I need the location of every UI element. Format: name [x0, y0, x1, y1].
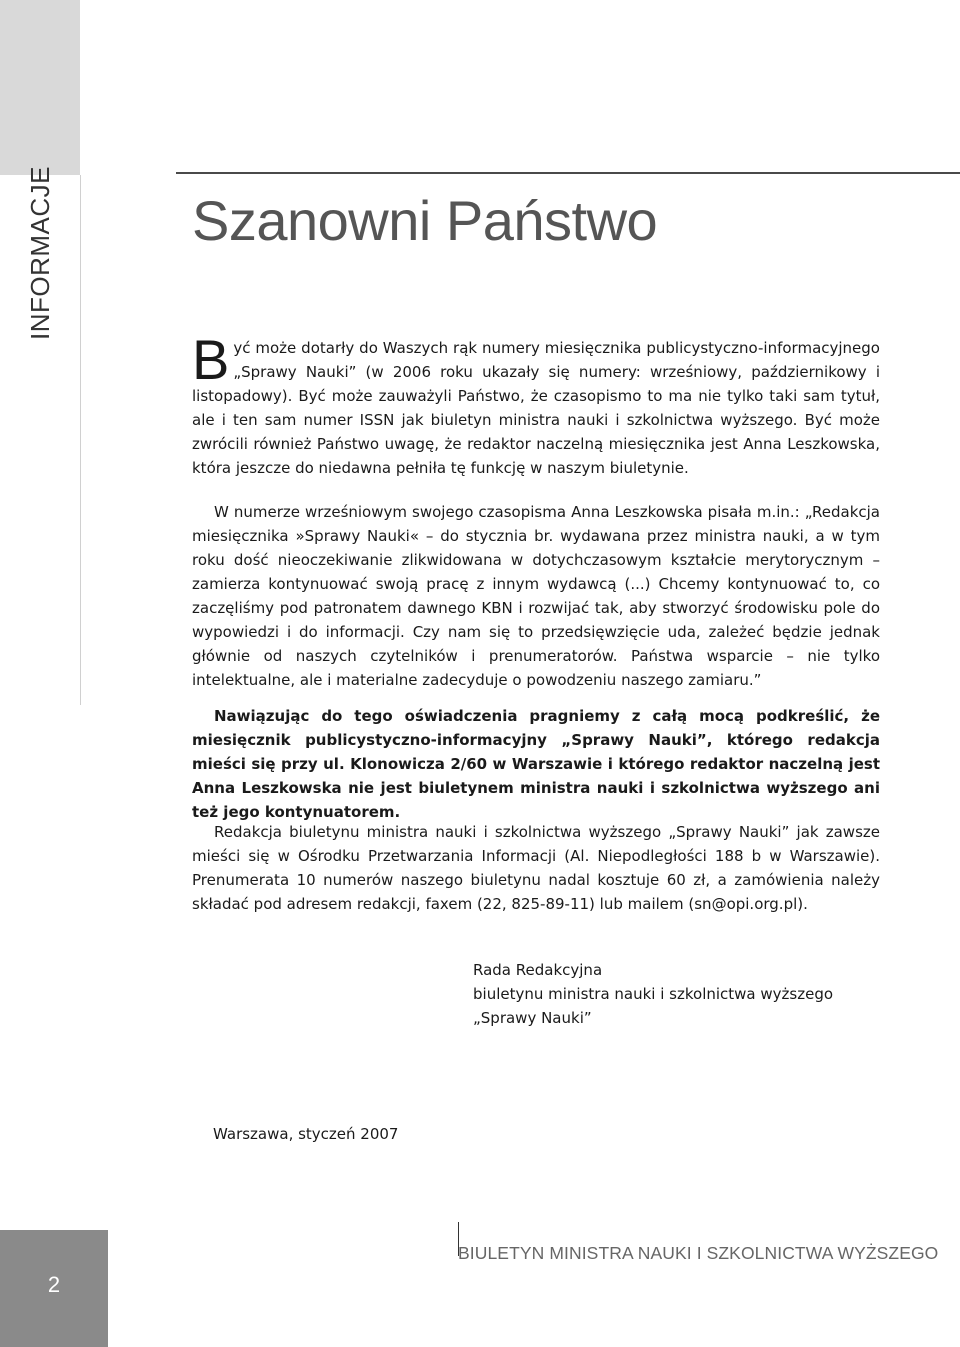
paragraph-intro	[192, 328, 880, 480]
signature-block	[473, 958, 833, 1030]
header-rule	[176, 172, 960, 174]
paragraph-contact: Redakcja biuletynu ministra nauki i szkolnictwa wyższego „Sprawy Nauki” jak zawsze mieści się w Ośrodku Przetwarzania Informacji (Al. Niepodległości 188 b w Warszawie). Prenumerata 10 numerów naszego biuletynu nadal kosztuje 60 zł, a zamówienia należy składać pod adresem redakcji, faxem (22, 825-89-11) lub mailem (sn@opi.org.pl).	[192, 823, 880, 913]
page-title: Szanowni Państwo	[192, 189, 658, 252]
sidebar-top-block	[0, 0, 80, 175]
page-number: 2	[47, 1272, 61, 1297]
paragraph-quote: W numerze wrześniowym swojego czasopisma Anna Leszkowska pisała m.in.: „Redakcja miesięcznika »Sprawy Nauki« – do stycznia br. wydawana przez ministra nauki, a w tym roku dość nieoczekiwanie zlikwidowana w dotychczasowym kształcie merytorycznym – zamierza kontynuować swoją pracę z innym wydawcą (...) Chcemy kontynuować to, co zaczęliśmy pod patronatem dawnego KBN i rozwijać tak, aby stworzyć środowisku pole do wypowiedzi i do informacji. Czy nam się to przedsięwzięcie uda, zależeć będzie jednak głównie od naszych czytelników i prenumeratorów. Państwa wsparcie – nie tylko intelektualne, ale i materialne zadecyduje o powodzeniu naszego zamiaru.”	[192, 503, 880, 689]
section-label: INFORMACJE	[25, 166, 55, 340]
drop-cap: B	[192, 328, 230, 391]
signature-line-1: Rada Redakcyjna	[473, 961, 603, 979]
dateline: Warszawa, styczeń 2007	[213, 1125, 399, 1143]
footer-publication-title: BIULETYN MINISTRA NAUKI I SZKOLNICTWA WYŻSZEGO	[458, 1243, 939, 1263]
paragraph-intro-text: yć może dotarły do Waszych rąk numery miesięcznika publicystyczno-informacyjnego „Sprawy Nauki” (w 2006 roku ukazały się numery: wrześniowy, październikowy i listopadowy). Być może zauważyli Państwo, że czasopismo to ma nie tylko taki sam tytuł, ale i ten sam numer ISSN jak biuletyn ministra nauki i szkolnictwa wyższego. Być może zwrócili również Państwo uwagę, że redaktor naczelną miesięcznika jest Anna Leszkowska, która jeszcze do niedawna pełniła tę funkcję w naszym biuletynie.	[192, 339, 880, 477]
signature-line-3: „Sprawy Nauki”	[473, 1009, 592, 1027]
paragraph-statement: Nawiązując do tego oświadczenia pragniemy z całą mocą podkreślić, że miesięcznik publicystyczno-informacyjny „Sprawy Nauki”, którego redakcja mieści się przy ul. Klonowicza 2/60 w Warszawie i którego redaktor naczelną jest Anna Leszkowska nie jest biuletynem ministra nauki i szkolnictwa wyższego ani też jego kontynuatorem.	[192, 707, 880, 821]
signature-line-2: biuletynu ministra nauki i szkolnictwa wyższego	[473, 985, 834, 1003]
sidebar-divider	[80, 175, 81, 705]
